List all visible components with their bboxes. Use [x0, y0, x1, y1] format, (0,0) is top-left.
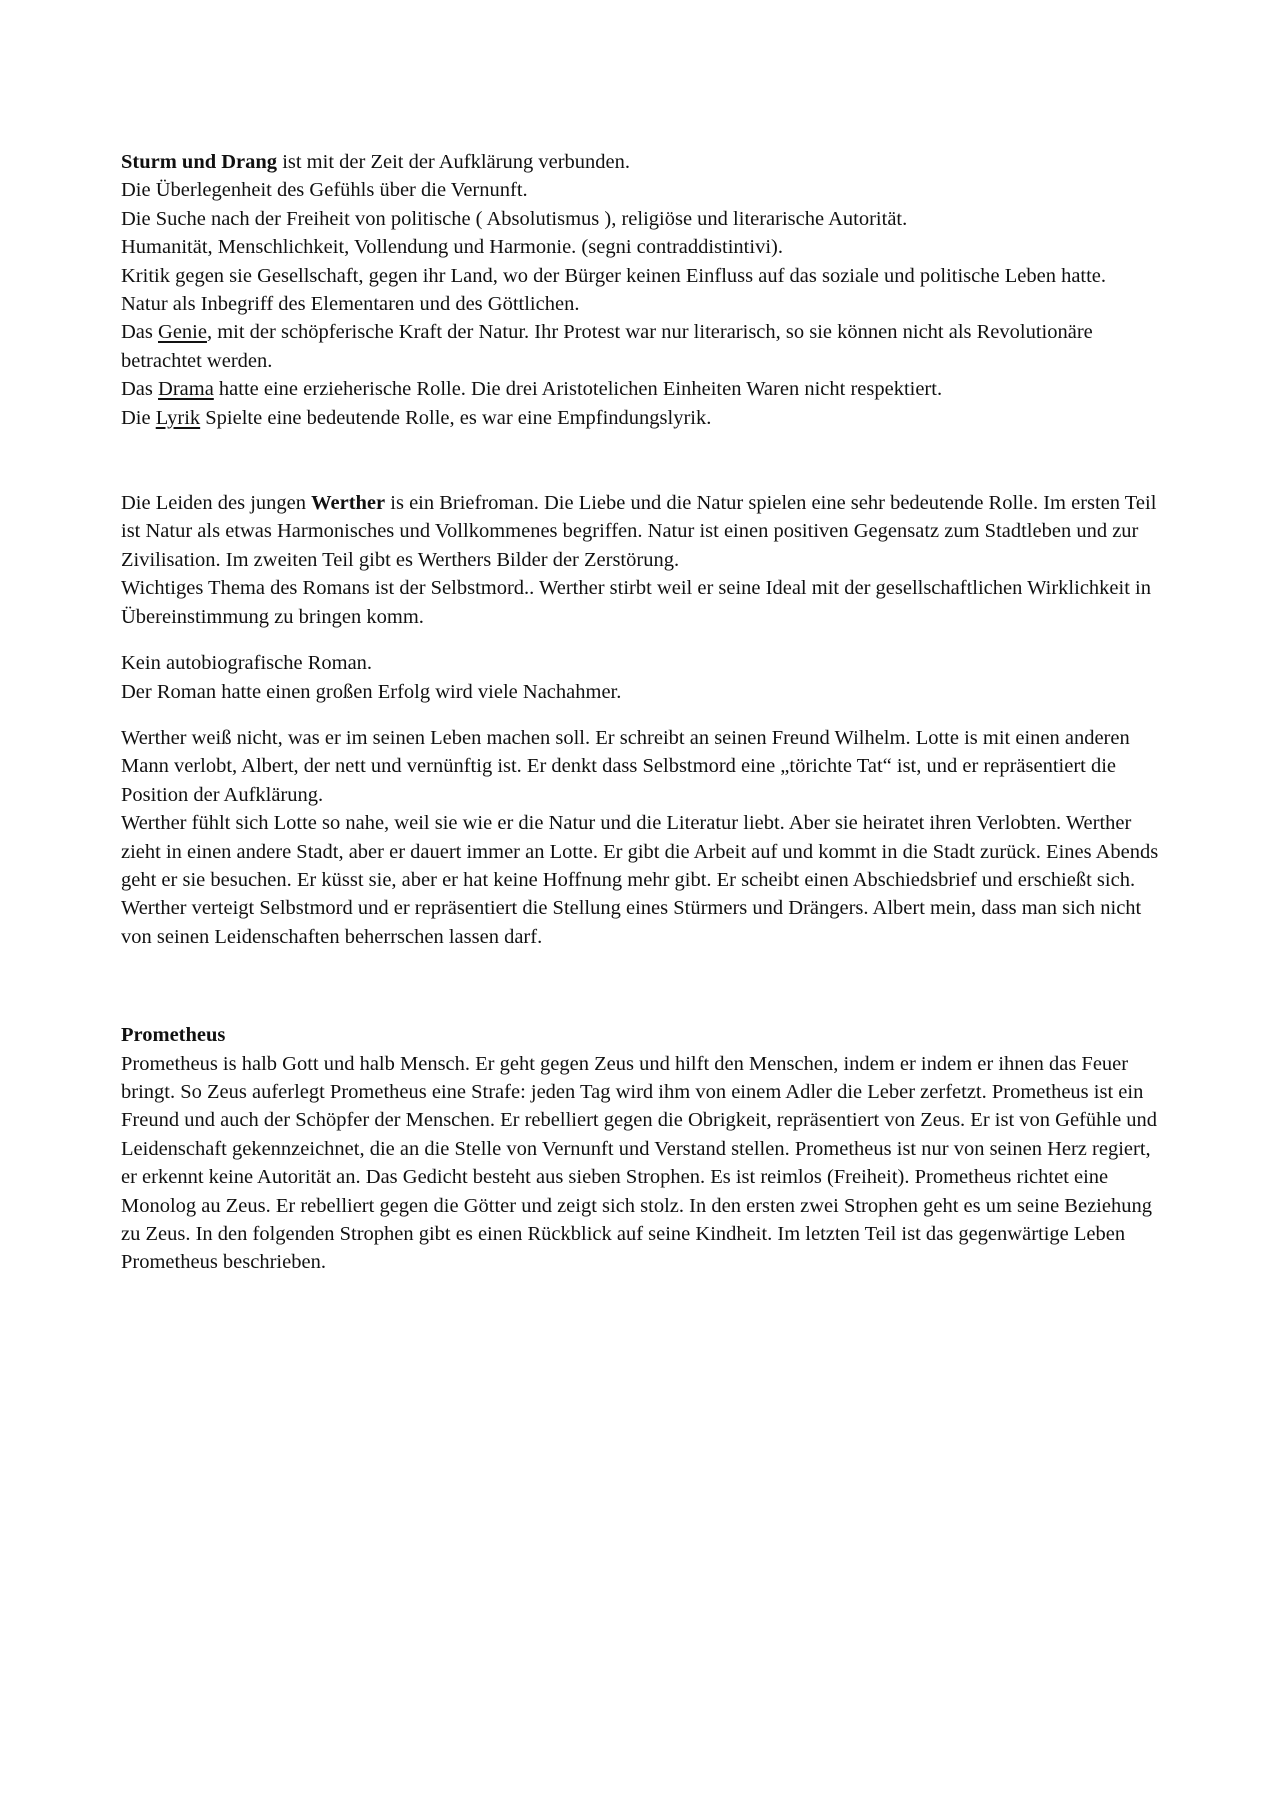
- sturm-line-3: Die Suche nach der Freiheit von politische ( Absolutismus ), religiöse und literarische Autorität.: [121, 207, 908, 230]
- werther-title: Werther: [311, 492, 386, 515]
- genie-term: Genie: [158, 321, 207, 344]
- lyrik-term: Lyrik: [155, 406, 201, 429]
- section-prometheus: [121, 1021, 1171, 1277]
- werther-paragraph-1b: Wichtiges Thema des Romans ist der Selbstmord.. Werther stirbt weil er seine Ideal mit der gesellschaftlichen Wirklichkeit in Übereinstimmung zu bringen komm.: [121, 577, 1151, 628]
- section-sturm-und-drang: [121, 148, 1171, 432]
- sturm-line-lyrik: Die Lyrik Spielte eine bedeutende Rolle, es war eine Empfindungslyrik.: [121, 406, 712, 429]
- sturm-title: Sturm und Drang: [121, 151, 278, 173]
- document-page: [121, 148, 1171, 1277]
- werther-paragraph-1: Die Leiden des jungen Werther is ein Briefroman. Die Liebe und die Natur spielen eine sehr bedeutende Rolle. Im ersten Teil ist Natur als etwas Harmonisches und Vollkommenes begriffen. Natur ist einen positiven Gegensatz zum Stadtleben und zur Zivilisation. Im zweiten Teil gibt es Werthers Bilder der Zerstörung.: [121, 492, 1157, 571]
- drama-term: Drama: [158, 378, 214, 401]
- sturm-line-6: Natur als Inbegriff des Elementaren und des Göttlichen.: [121, 293, 580, 316]
- sturm-line-4: Humanität, Menschlichkeit, Vollendung und Harmonie. (segni contraddistintivi).: [121, 236, 783, 259]
- prometheus-body: Prometheus is halb Gott und halb Mensch. Er geht gegen Zeus und hilft den Menschen, indem er indem er ihnen das Feuer bringt. So Zeus auferlegt Prometheus eine Strafe: jeden Tag wird ihm von einem Adler die Leber zerfetzt. Prometheus ist ein Freund und auch der Schöpfer der Menschen. Er rebelliert gegen die Obrigkeit, repräsentiert von Zeus. Er ist von Gefühle und Leidenschaft gekennzeichnet, die an die Stelle von Vernunft und Verstand stellen. Prometheus ist nur von seinen Herz regiert, er erkennt keine Autorität an. Das Gedicht besteht aus sieben Strophen. Es ist reimlos (Freiheit). Prometheus richtet eine Monolog au Zeus. Er rebelliert gegen die Götter und zeigt sich stolz. In den ersten zwei Strophen geht es um seine Beziehung zu Zeus. In den folgenden Strophen gibt es einen Rückblick auf seine Kindheit. Im letzten Teil ist das gegenwärtige Leben Prometheus beschrieben.: [121, 1052, 1158, 1274]
- werther-paragraph-2a: Kein autobiografische Roman.: [121, 652, 373, 675]
- sturm-line-2: Die Überlegenheit des Gefühls über die Vernunft.: [121, 179, 528, 202]
- werther-paragraph-3b: Werther fühlt sich Lotte so nahe, weil sie wie er die Natur und die Literatur liebt. Aber sie heiratet ihren Verlobten. Werther zieht in einen andere Stadt, aber er dauert immer an Lotte. Er gibt die Arbeit auf und kommt in die Stadt zurück. Eines Abends geht er sie besuchen. Er küsst sie, aber er hat keine Hoffnung mehr gibt. Er scheibt einen Abschiedsbrief und erschießt sich.: [121, 812, 1159, 891]
- prometheus-heading: Prometheus: [121, 1024, 226, 1047]
- sturm-line-drama: Das Drama hatte eine erzieherische Rolle. Die drei Aristotelichen Einheiten Waren nicht respektiert.: [121, 378, 943, 401]
- sturm-line-genie: Das Genie, mit der schöpferische Kraft der Natur. Ihr Protest war nur literarisch, so sie können nicht als Revolutionäre betrachtet werden.: [121, 321, 1093, 372]
- sturm-line-5: Kritik gegen sie Gesellschaft, gegen ihr Land, wo der Bürger keinen Einfluss auf das soziale und politische Leben hatte.: [121, 264, 1107, 287]
- werther-paragraph-3a: Werther weiß nicht, was er im seinen Leben machen soll. Er schreibt an seinen Freund Wilhelm. Lotte is mit einen anderen Mann verlobt, Albert, der nett und vernünftig ist. Er denkt dass Selbstmord eine „törichte Tat“ ist, und er repräsentiert die Position der Aufklärung.: [121, 726, 1130, 806]
- werther-paragraph-2b: Der Roman hatte einen großen Erfolg wird viele Nachahmer.: [121, 680, 622, 703]
- werther-paragraph-3c: Werther verteigt Selbstmord und er repräsentiert die Stellung eines Stürmers und Drängers. Albert mein, dass man sich nicht von seinen Leidenschaften beherrschen lassen darf.: [121, 897, 1142, 948]
- section-werther: [121, 489, 1171, 951]
- sturm-line-1: Sturm und Drang ist mit der Zeit der Aufklärung verbunden.: [121, 151, 631, 173]
